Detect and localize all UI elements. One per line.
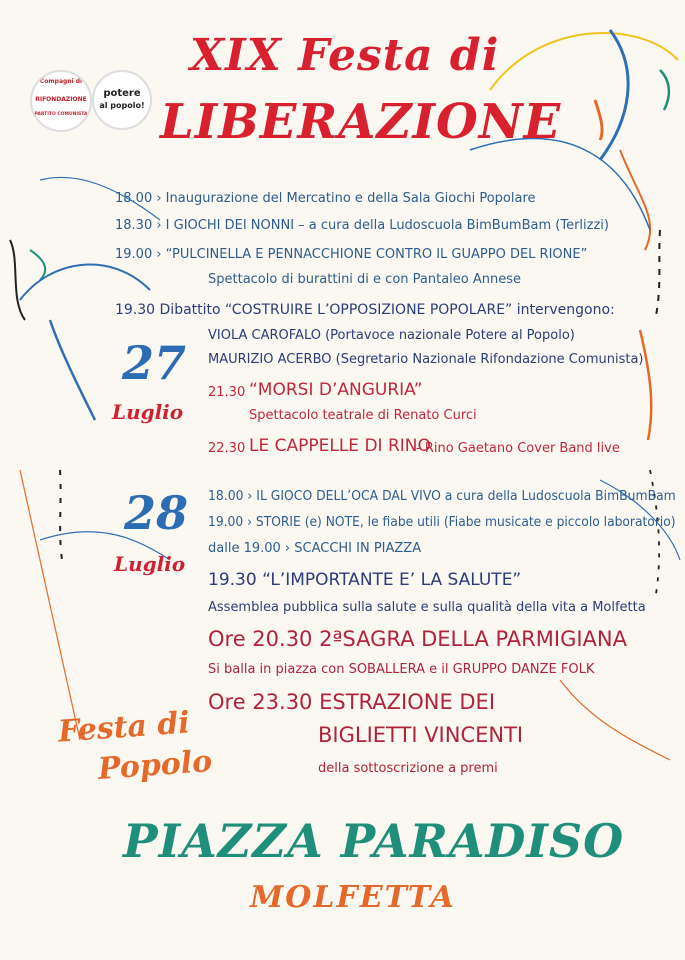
poster-title-line2: LIBERAZIONE <box>160 94 562 150</box>
day27-item-1: 18.00 › Inaugurazione del Mercatino e della Sala Giochi Popolare <box>115 191 536 206</box>
poster-title-line1: XIX Festa di <box>190 30 500 81</box>
sagra-title: Ore 20.30 2ªSAGRA DELLA PARMIGIANA <box>208 627 627 651</box>
potere-logo-bot: al popolo! <box>99 101 145 110</box>
estrazione-title-2: BIGLIETTI VINCENTI <box>318 723 524 747</box>
day28-item-1: 18.00 › IL GIOCO DELL’OCA DAL VIVO a cura della Ludoscuola BimBumBam <box>208 489 676 504</box>
day27-item-5: 19.30 Dibattito “COSTRUIRE L’OPPOSIZIONE POPOLARE” intervengono: <box>115 302 615 318</box>
day27-item-4: Spettacolo di burattini di e con Pantaleo Annese <box>208 272 522 287</box>
day28-item-3: dalle 19.00 › SCACCHI IN PIAZZA <box>208 541 422 556</box>
festa-popolo-line2: Popolo <box>96 744 214 787</box>
day27-item-2: 18.30 › I GIOCHI DEI NONNI – a cura della Ludoscuola BimBumBam (Terlizzi) <box>115 218 609 233</box>
morsi-title: “MORSI D’ANGURIA” <box>249 380 423 400</box>
day27-item-6: VIOLA CAROFALO (Portavoce nazionale Potere al Popolo) <box>208 328 575 343</box>
venue-place: PIAZZA PARADISO <box>123 814 625 868</box>
day27-item-3: 19.00 › “PULCINELLA E PENNACCHIONE CONTRO IL GUAPPO DEL RIONE” <box>115 247 588 262</box>
rifondazione-logo-mid: RIFONDAZIONE <box>35 96 87 103</box>
day28-item-2: 19.00 › STORIE (e) NOTE, le fiabe utili (Fiabe musicate e piccolo laboratorio) <box>208 515 676 530</box>
morsi-desc: Spettacolo teatrale di Renato Curci <box>249 408 477 423</box>
day28-month: Luglio <box>114 552 186 576</box>
rifondazione-logo <box>30 70 92 132</box>
day28-number: 28 <box>124 486 189 540</box>
salute-title: 19.30 “L’IMPORTANTE E’ LA SALUTE” <box>208 570 522 590</box>
potere-al-popolo-logo <box>92 70 152 130</box>
day27-item-7: MAURIZIO ACERBO (Segretario Nazionale Rifondazione Comunista) <box>208 352 644 367</box>
festa-popolo-line1: Festa di <box>56 705 191 750</box>
rifondazione-logo-top: Compagni di <box>39 78 83 85</box>
cappelle-time: 22.30 <box>208 441 246 456</box>
venue-city: MOLFETTA <box>250 880 456 915</box>
sagra-desc: Si balla in piazza con SOBALLERA e il GRUPPO DANZE FOLK <box>208 662 595 677</box>
estrazione-desc: della sottoscrizione a premi <box>318 761 498 776</box>
day27-number: 27 <box>122 336 187 390</box>
potere-logo-top: potere <box>103 88 141 99</box>
salute-desc: Assemblea pubblica sulla salute e sulla qualità della vita a Molfetta <box>208 600 646 615</box>
morsi-time: 21.30 <box>208 385 246 400</box>
cappelle-desc: - Rino Gaetano Cover Band live <box>416 441 620 456</box>
cappelle-title: LE CAPPELLE DI RINO <box>249 436 431 456</box>
day27-month: Luglio <box>112 400 184 424</box>
estrazione-title-1: Ore 23.30 ESTRAZIONE DEI <box>208 690 496 714</box>
rifondazione-logo-bot: PARTITO COMUNISTA <box>34 112 88 117</box>
